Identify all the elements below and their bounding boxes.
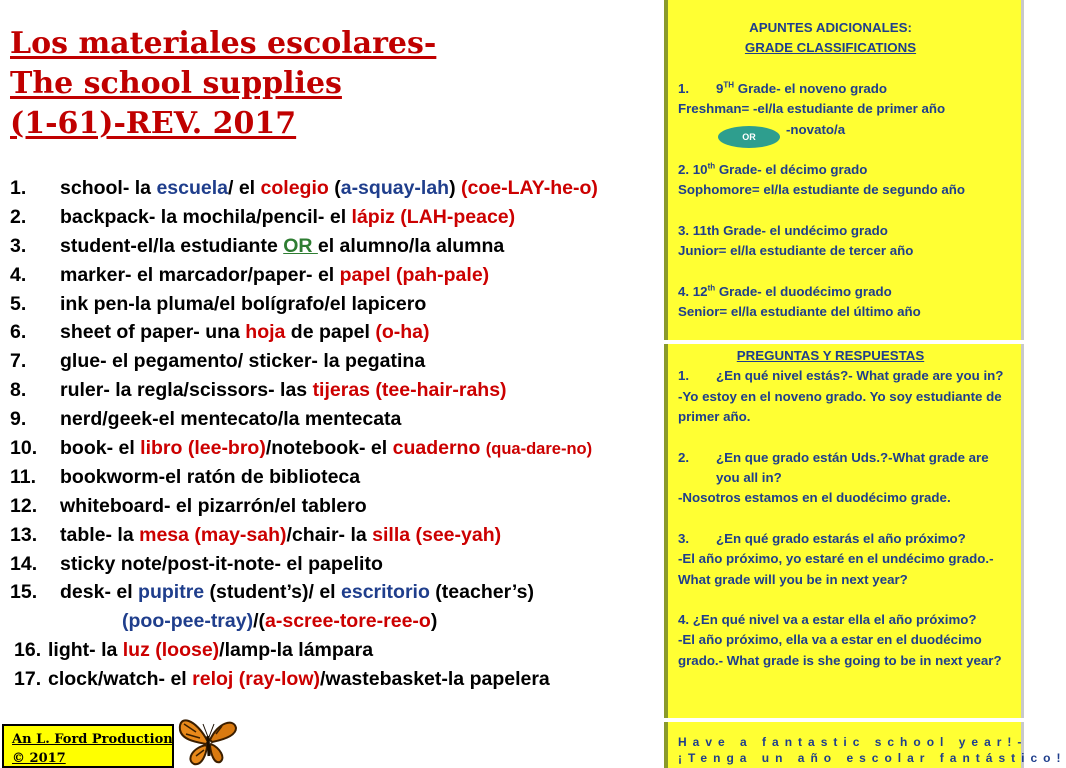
vocab-item-number: 15. [10, 581, 38, 604]
vocab-item-text: hoja [245, 321, 286, 344]
vocab-item-text: /( [253, 610, 266, 633]
vocab-item-text: /notebook- el [265, 437, 393, 460]
sophomore-line: Sophomore= el/la estudiante de segundo año [678, 182, 966, 198]
vocab-item-text: (student’s)/ el [204, 581, 342, 604]
vocab-item [10, 203, 670, 232]
or-oval: OR [718, 126, 780, 148]
novato-line: -novato/a [786, 121, 846, 137]
vocab-item-text: a-scree-tore-ree-o [265, 610, 431, 633]
vocab-item [10, 405, 670, 434]
vocab-item [10, 174, 670, 203]
vocab-item-number: 14. [10, 552, 38, 575]
vocab-item [10, 261, 670, 290]
vocab-item [10, 665, 670, 694]
additional-notes-panel [664, 0, 1024, 340]
title-line-1: Los materiales escolares- [10, 26, 437, 61]
vocab-item-text: book- el [60, 437, 141, 460]
answer-2: -Nosotros estamos en el duodécimo grade. [678, 490, 951, 506]
vocab-item-text: mesa (may-sah) [139, 523, 287, 546]
grade-12-line [678, 282, 1013, 302]
vocab-item [10, 521, 670, 550]
vocab-item-text: escuela [156, 177, 228, 199]
vocab-item [10, 290, 670, 319]
vocab-item-number: 16. [14, 639, 42, 662]
vocab-item-text: nerd/geek-el mentecato/la mentecata [60, 408, 402, 431]
credit-line-1: An L. Ford Production [12, 732, 173, 747]
vocab-item [10, 318, 670, 347]
title-line-3: (1-61)-REV. 2017 [10, 106, 297, 141]
vocab-item-text: /chair- la [286, 523, 373, 546]
vocab-item-text: glue- el pegamento/ sticker- la pegatina [60, 350, 426, 373]
vocab-item-number: 3. [10, 234, 27, 257]
grade-9-pre: 9 [716, 80, 724, 96]
credit-box [2, 724, 174, 768]
grade-10-pre: 2. 10 [678, 162, 708, 178]
credit-line-2: © 2017 [12, 751, 66, 766]
vocab-item-text: ) [449, 177, 462, 199]
vocab-item-text: ruler- la regla/scissors- las [60, 379, 313, 402]
vocab-item [10, 347, 670, 376]
grade-12-sup: th [707, 283, 716, 293]
question-3-text: ¿En qué grado estarás el año próximo? [716, 530, 966, 546]
vocab-item-text: /wastebasket-la papelera [320, 668, 550, 691]
vocab-item-text: (poo-pee-tray) [122, 610, 254, 633]
vocab-item-number: 8. [10, 379, 27, 402]
vocab-item-number: 4. [10, 263, 27, 286]
vocab-item-number: 12. [10, 494, 38, 517]
vocab-item-text: (o-ha) [375, 321, 430, 344]
grade-10-sup: th [707, 161, 716, 171]
vocab-item-text: light- la [48, 639, 123, 662]
vocab-item-text: libro (lee-bro) [140, 437, 266, 460]
motto-panel [664, 722, 1066, 768]
vocab-item-text: (teacher’s) [429, 581, 534, 604]
vocab-item-number: 7. [10, 350, 27, 373]
vocab-item-text: / el [228, 177, 261, 199]
vocab-item [10, 607, 670, 636]
grade-12-pre: 4. 12 [678, 283, 708, 299]
vocab-item-text: sheet of paper- una [60, 321, 246, 344]
vocab-item-text: sticky note/post-it-note- el papelito [60, 552, 383, 575]
page-title [10, 24, 650, 144]
vocab-item-text: ink pen-la pluma/el bolígrafo/el lapicero [60, 292, 427, 315]
notes-heading: APUNTES ADICIONALES: [749, 20, 912, 35]
vocab-item [10, 376, 670, 405]
question-2-number: 2. [678, 449, 690, 465]
title-line-2: The school supplies [10, 66, 342, 101]
vocab-item-text: clock/watch- el [48, 668, 193, 691]
question-3-number: 3. [678, 530, 690, 546]
vocab-item-text: (qua-dare-no) [485, 440, 593, 459]
vocab-item-number: 5. [10, 292, 27, 315]
vocab-item-text: ) [430, 610, 438, 633]
vocab-item-text: a-squay-lah [340, 177, 450, 199]
butterfly-icon [176, 712, 240, 768]
vocab-item-text: el alumno/la alumna [317, 234, 505, 257]
answer-3: -El año próximo, yo estaré en el undécimo grado.-What grade will you be in next year? [678, 551, 994, 587]
senior-line: Senior= el/la estudiante del último año [678, 304, 921, 320]
vocab-item-text: desk- el [60, 581, 139, 604]
vocab-item-text: tijeras (tee-hair-rahs) [312, 379, 507, 402]
vocab-item [10, 550, 670, 579]
vocab-item-text: ( [328, 177, 341, 199]
question-3 [678, 529, 1013, 549]
grade-10-line [678, 160, 1013, 180]
vocab-item-text: student-el/la estudiante [60, 234, 284, 257]
question-2 [678, 448, 1013, 489]
answer-4: -El año próximo, ella va a estar en el duodécimo grado.- What grade is she going to be in next year? [678, 632, 1002, 668]
grade-9-post: Grade- el noveno grado [734, 80, 888, 96]
vocab-item-text: de papel [285, 321, 376, 344]
question-2-text: ¿En que grado están Uds.?-What grade are you all in? [716, 449, 989, 486]
freshman-line: Freshman= -el/la estudiante de primer año [678, 101, 946, 117]
grade-classifications-heading: GRADE CLASSIFICATIONS [744, 40, 917, 56]
vocab-item-text: /lamp-la lámpara [219, 639, 374, 662]
vocab-item-text: table- la [60, 523, 140, 546]
vocabulary-list [10, 174, 670, 694]
vocab-item-text: backpack- la mochila/pencil- el [60, 205, 352, 228]
question-1-text: ¿En qué nivel estás?- What grade are you in? [716, 368, 1004, 384]
vocab-item-number: 9. [10, 408, 27, 431]
vocab-item [10, 492, 670, 521]
vocab-item-text: marker- el marcador/paper- el [60, 263, 340, 286]
vocab-item-text: cuaderno [392, 437, 486, 460]
grade-9-sup: TH [723, 80, 735, 90]
question-1 [678, 366, 1013, 386]
vocab-item-text: escritorio [341, 581, 430, 604]
answer-1: -Yo estoy en el noveno grado. Yo soy estudiante de primer año. [678, 388, 1002, 425]
junior-line: Junior= el/la estudiante de tercer año [678, 243, 914, 259]
vocab-item-number: 17. [14, 668, 42, 691]
grade-11-line: 3. 11th Grade- el undécimo grado [678, 222, 888, 238]
grade-10-post: Grade- el décimo grado [715, 162, 868, 178]
vocab-item-text: bookworm-el ratón de biblioteca [60, 465, 361, 488]
vocab-item-text: whiteboard- el pizarrón/el tablero [60, 494, 367, 517]
vocab-item [10, 463, 670, 492]
vocab-item-text: (coe-LAY-he-o) [461, 177, 598, 199]
questions-answers-panel [664, 344, 1024, 718]
vocab-item-number: 11. [10, 465, 37, 488]
question-1-number: 1. [678, 368, 690, 384]
vocab-item-number: 10. [10, 437, 38, 460]
vocab-item-number: 6. [10, 321, 27, 344]
vocab-item-text: lápiz (LAH-peace) [351, 205, 516, 228]
vocab-item [10, 232, 670, 261]
motto-line-1: Have a fantastic school year!- [678, 735, 1028, 749]
vocab-item-number: 13. [10, 523, 38, 546]
vocab-item-text: silla (see-yah) [372, 523, 502, 546]
vocab-item-text: pupitre [138, 581, 205, 604]
vocab-item [10, 636, 670, 665]
vocab-item-text: colegio [260, 177, 329, 199]
qa-heading: PREGUNTAS Y RESPUESTAS [736, 348, 925, 363]
vocab-item-number: 2. [10, 205, 27, 228]
vocab-item-text: school- la [60, 177, 157, 199]
vocab-item-text: OR [283, 234, 318, 257]
vocab-item-number: 1. [10, 177, 27, 199]
vocab-item-text: papel (pah-pale) [339, 263, 490, 286]
vocab-item-text: luz (loose) [122, 639, 220, 662]
vocab-item-text: reloj (ray-low) [192, 668, 320, 691]
motto-line-2: ¡Tenga un año escolar fantástico! [678, 751, 1066, 765]
grade-12-post: Grade- el duodécimo grado [715, 283, 892, 299]
vocab-item [10, 578, 670, 607]
vocab-item [10, 434, 670, 463]
question-4: 4. ¿En qué nivel va a estar ella el año próximo? [678, 612, 977, 628]
grade-9-number: 1. [678, 80, 690, 96]
grade-9-line [678, 79, 1013, 99]
